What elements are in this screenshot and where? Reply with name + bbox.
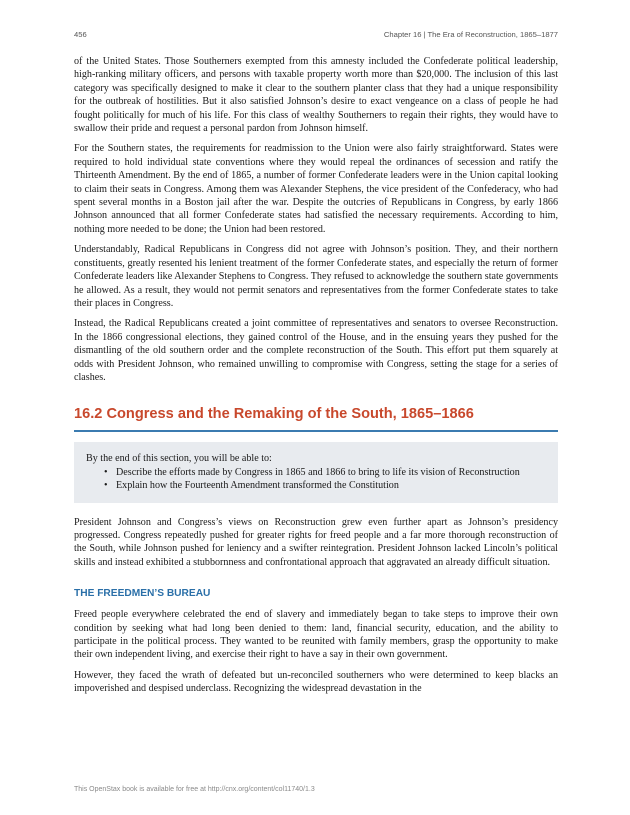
body-paragraph: Freed people everywhere celebrated the end of slavery and immediately began to take steps to improve their own condition by seeking what had long been denied to them: land, financial security, education, and the ability to participate in the political process. They wanted to be reunited with family members, grasp the opportunity to make their own independent living, and exercise their right to have a say in their own government. [74, 609, 558, 661]
chapter-title: Chapter 16 | The Era of Reconstruction, 1865–1877 [383, 30, 558, 39]
page-number: 456 [74, 30, 87, 39]
body-paragraph: However, they faced the wrath of defeated but un-reconciled southerners who were determined to keep blacks an impoverished and despised underclass. Recognizing the widespread devastation in the [74, 669, 558, 695]
bullet-icon: • [104, 466, 108, 478]
body-paragraph: Understandably, Radical Republicans in Congress did not agree with Johnson’s position. They, and their northern constituents, greatly resented his lenient treatment of the former Confederate states, and especially the return of former Confederate leaders like Alexander Stephens to Congress. They refused to acknowledge the southern state governments he allowed. As a result, they would not permit senators and representatives from the former Confederate states to take their places in Congress. [74, 244, 558, 309]
objective-text: Describe the efforts made by Congress in 1865 and 1866 to bring to life its vision of Reconstruction [116, 466, 520, 478]
objective-item [104, 466, 546, 479]
page-body [74, 55, 558, 703]
objective-text: Explain how the Fourteenth Amendment transformed the Constitution [116, 480, 399, 492]
body-paragraph: For the Southern states, the requirements for readmission to the Union were also fairly straightforward. States were required to hold individual state conventions where they would repeal the ordinances of secession and ratify the Thirteenth Amendment. By the end of 1865, a number of former Confederate leaders were in the Union capital looking to claim their seats in Congress. Among them was Alexander Stephens, the vice president of the Confederacy, who had spent several months in a Boston jail after the war. Despite the outcries of Republicans in Congress, by early 1866 Johnson announced that all former Confederate states had satisfied the necessary requirements. According to him, nothing more needed to be done; the Union had been restored. [74, 143, 558, 235]
objectives-list [86, 466, 546, 493]
subsection-heading: THE FREEDMEN’S BUREAU [74, 588, 211, 600]
section-heading: 16.2 Congress and the Remaking of the South, 1865–1866 [74, 406, 558, 432]
body-paragraph: of the United States. Those Southerners exempted from this amnesty included the Confederate political leadership, high-ranking military officers, and persons with taxable property worth more than $20,000. The inclusion of this last category was specifically designed to make it clear to the southern planter class that they had a unique responsibility for the outbreak of hostilities. But it also satisfied Johnson’s desire to exact vengeance on a class of people he had fought politically for much of his life. For this class of wealthy Southerners to regain their rights, they would have to swallow their pride and request a personal pardon from Johnson himself. [74, 56, 558, 135]
objectives-intro: By the end of this section, you will be able to: [86, 453, 272, 465]
learning-objectives-box [74, 442, 558, 502]
body-paragraph: Instead, the Radical Republicans created a joint committee of representatives and senators to oversee Reconstruction. In the 1866 congressional elections, they gained control of the House, and in the ensuing years they pushed for the dismantling of the old southern order and the complete reconstruction of the South. This effort put them squarely at odds with President Johnson, who remained unwilling to compromise with Congress, setting the stage for a series of clashes. [74, 318, 558, 383]
page-header [74, 30, 558, 44]
bullet-icon: • [104, 480, 108, 492]
objective-item [104, 479, 546, 492]
page-footer: This OpenStax book is available for free at http://cnx.org/content/col11740/1.3 [74, 786, 315, 793]
body-paragraph: President Johnson and Congress’s views on Reconstruction grew even further apart as Johnson’s presidency progressed. Congress repeatedly pushed for greater rights for freed people and a far more thorough reconstruction of the South, while Johnson pushed for leniency and a swifter reintegration. President Johnson lacked Lincoln’s political skills and instead exhibited a stubbornness and confrontational approach that aggravated an already difficult situation. [74, 516, 558, 568]
